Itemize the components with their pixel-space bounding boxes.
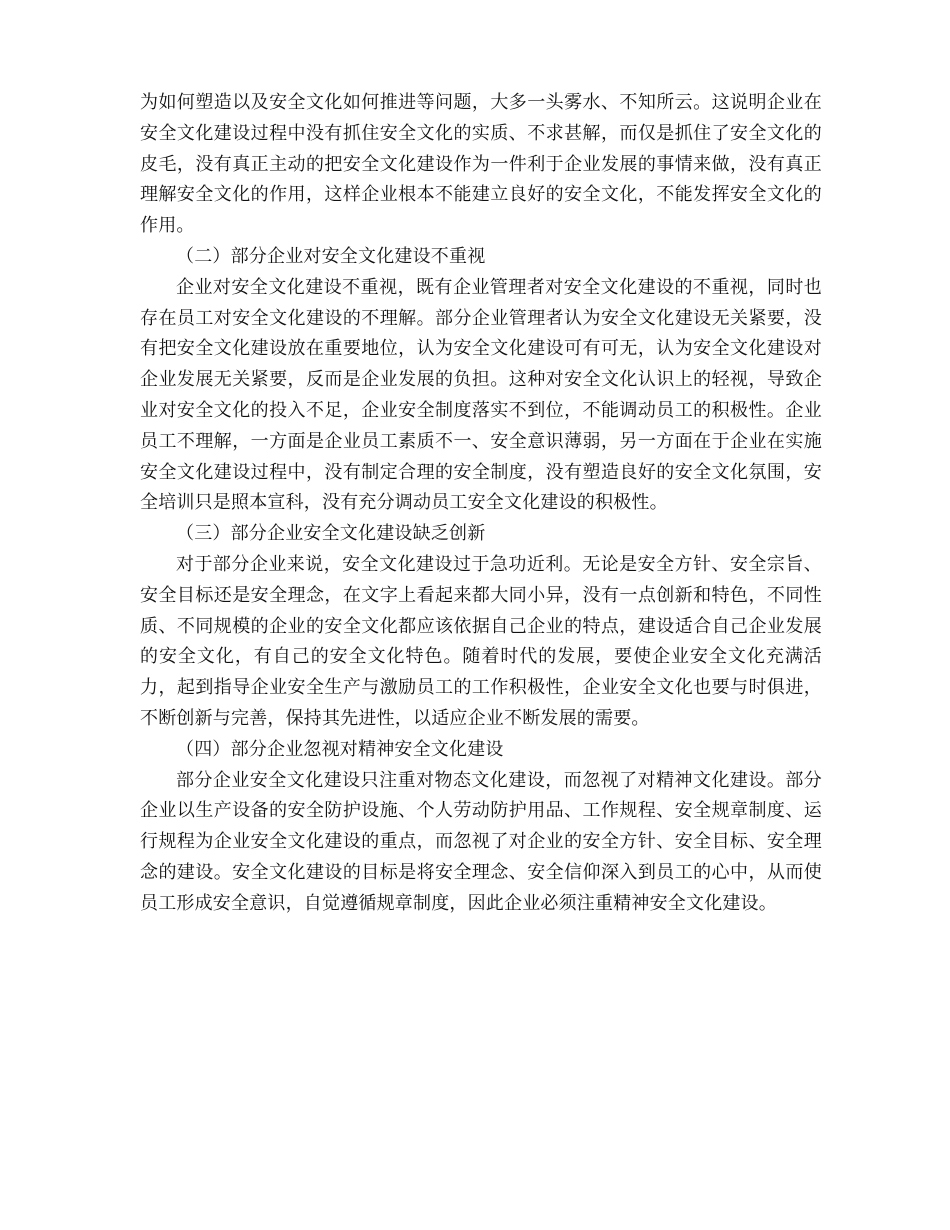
section-heading-3: （三）部分企业安全文化建设缺乏创新 <box>176 523 486 545</box>
continuation-paragraph: 为如何塑造以及安全文化如何推进等问题，大多一头雾水、不知所云。这说明企业在安全文化建设过程中没有抓住安全文化的实质、不求甚解，而仅是抓住了安全文化的皮毛，没有真正主动的把安全文化建设作为一件利于企业发展的事情来做，没有真正理解安全文化的作用，这样企业根本不能建立良好的安全文化，不能发挥安全文化的作用。 <box>140 92 822 237</box>
body-paragraph: 企业对安全文化建设不重视，既有企业管理者对安全文化建设的不重视，同时也存在员工对安全文化建设的不理解。部分企业管理者认为安全文化建设无关紧要，没有把安全文化建设放在重要地位，认为安全文化建设可有可无，认为安全文化建设对企业发展无关紧要，反而是企业发展的负担。这种对安全文化认识上的轻视，导致企业对安全文化的投入不足，企业安全制度落实不到位，不能调动员工的积极性。企业员工不理解，一方面是企业员工素质不一、安全意识薄弱，另一方面在于企业在实施安全文化建设过程中，没有制定合理的安全制度，没有塑造良好的安全文化氛围，安全培训只是照本宣科，没有充分调动员工安全文化建设的积极性。 <box>140 276 822 514</box>
section-heading-2: （二）部分企业对安全文化建设不重视 <box>176 245 486 267</box>
section-heading-4: （四）部分企业忽视对精神安全文化建设 <box>176 738 504 760</box>
body-paragraph: 部分企业安全文化建设只注重对物态文化建设，而忽视了对精神文化建设。部分企业以生产设备的安全防护设施、个人劳动防护用品、工作规程、安全规章制度、运行规程为企业安全文化建设的重点，而忽视了对企业的安全方针、安全目标、安全理念的建设。安全文化建设的目标是将安全理念、安全信仰深入到员工的心中，从而使员工形成安全意识，自觉遵循规章制度，因此企业必须注重精神安全文化建设。 <box>140 769 822 914</box>
body-paragraph: 对于部分企业来说，安全文化建设过于急功近利。无论是安全方针、安全宗旨、安全目标还是安全理念，在文字上看起来都大同小异，没有一点创新和特色，不同性质、不同规模的企业的安全文化都应该依据自己企业的特点，建设适合自己企业发展的安全文化，有自己的安全文化特色。随着时代的发展，要使企业安全文化充满活力，起到指导企业安全生产与激励员工的工作积极性，企业安全文化也要与时俱进，不断创新与完善，保持其先进性，以适应企业不断发展的需要。 <box>140 553 822 729</box>
